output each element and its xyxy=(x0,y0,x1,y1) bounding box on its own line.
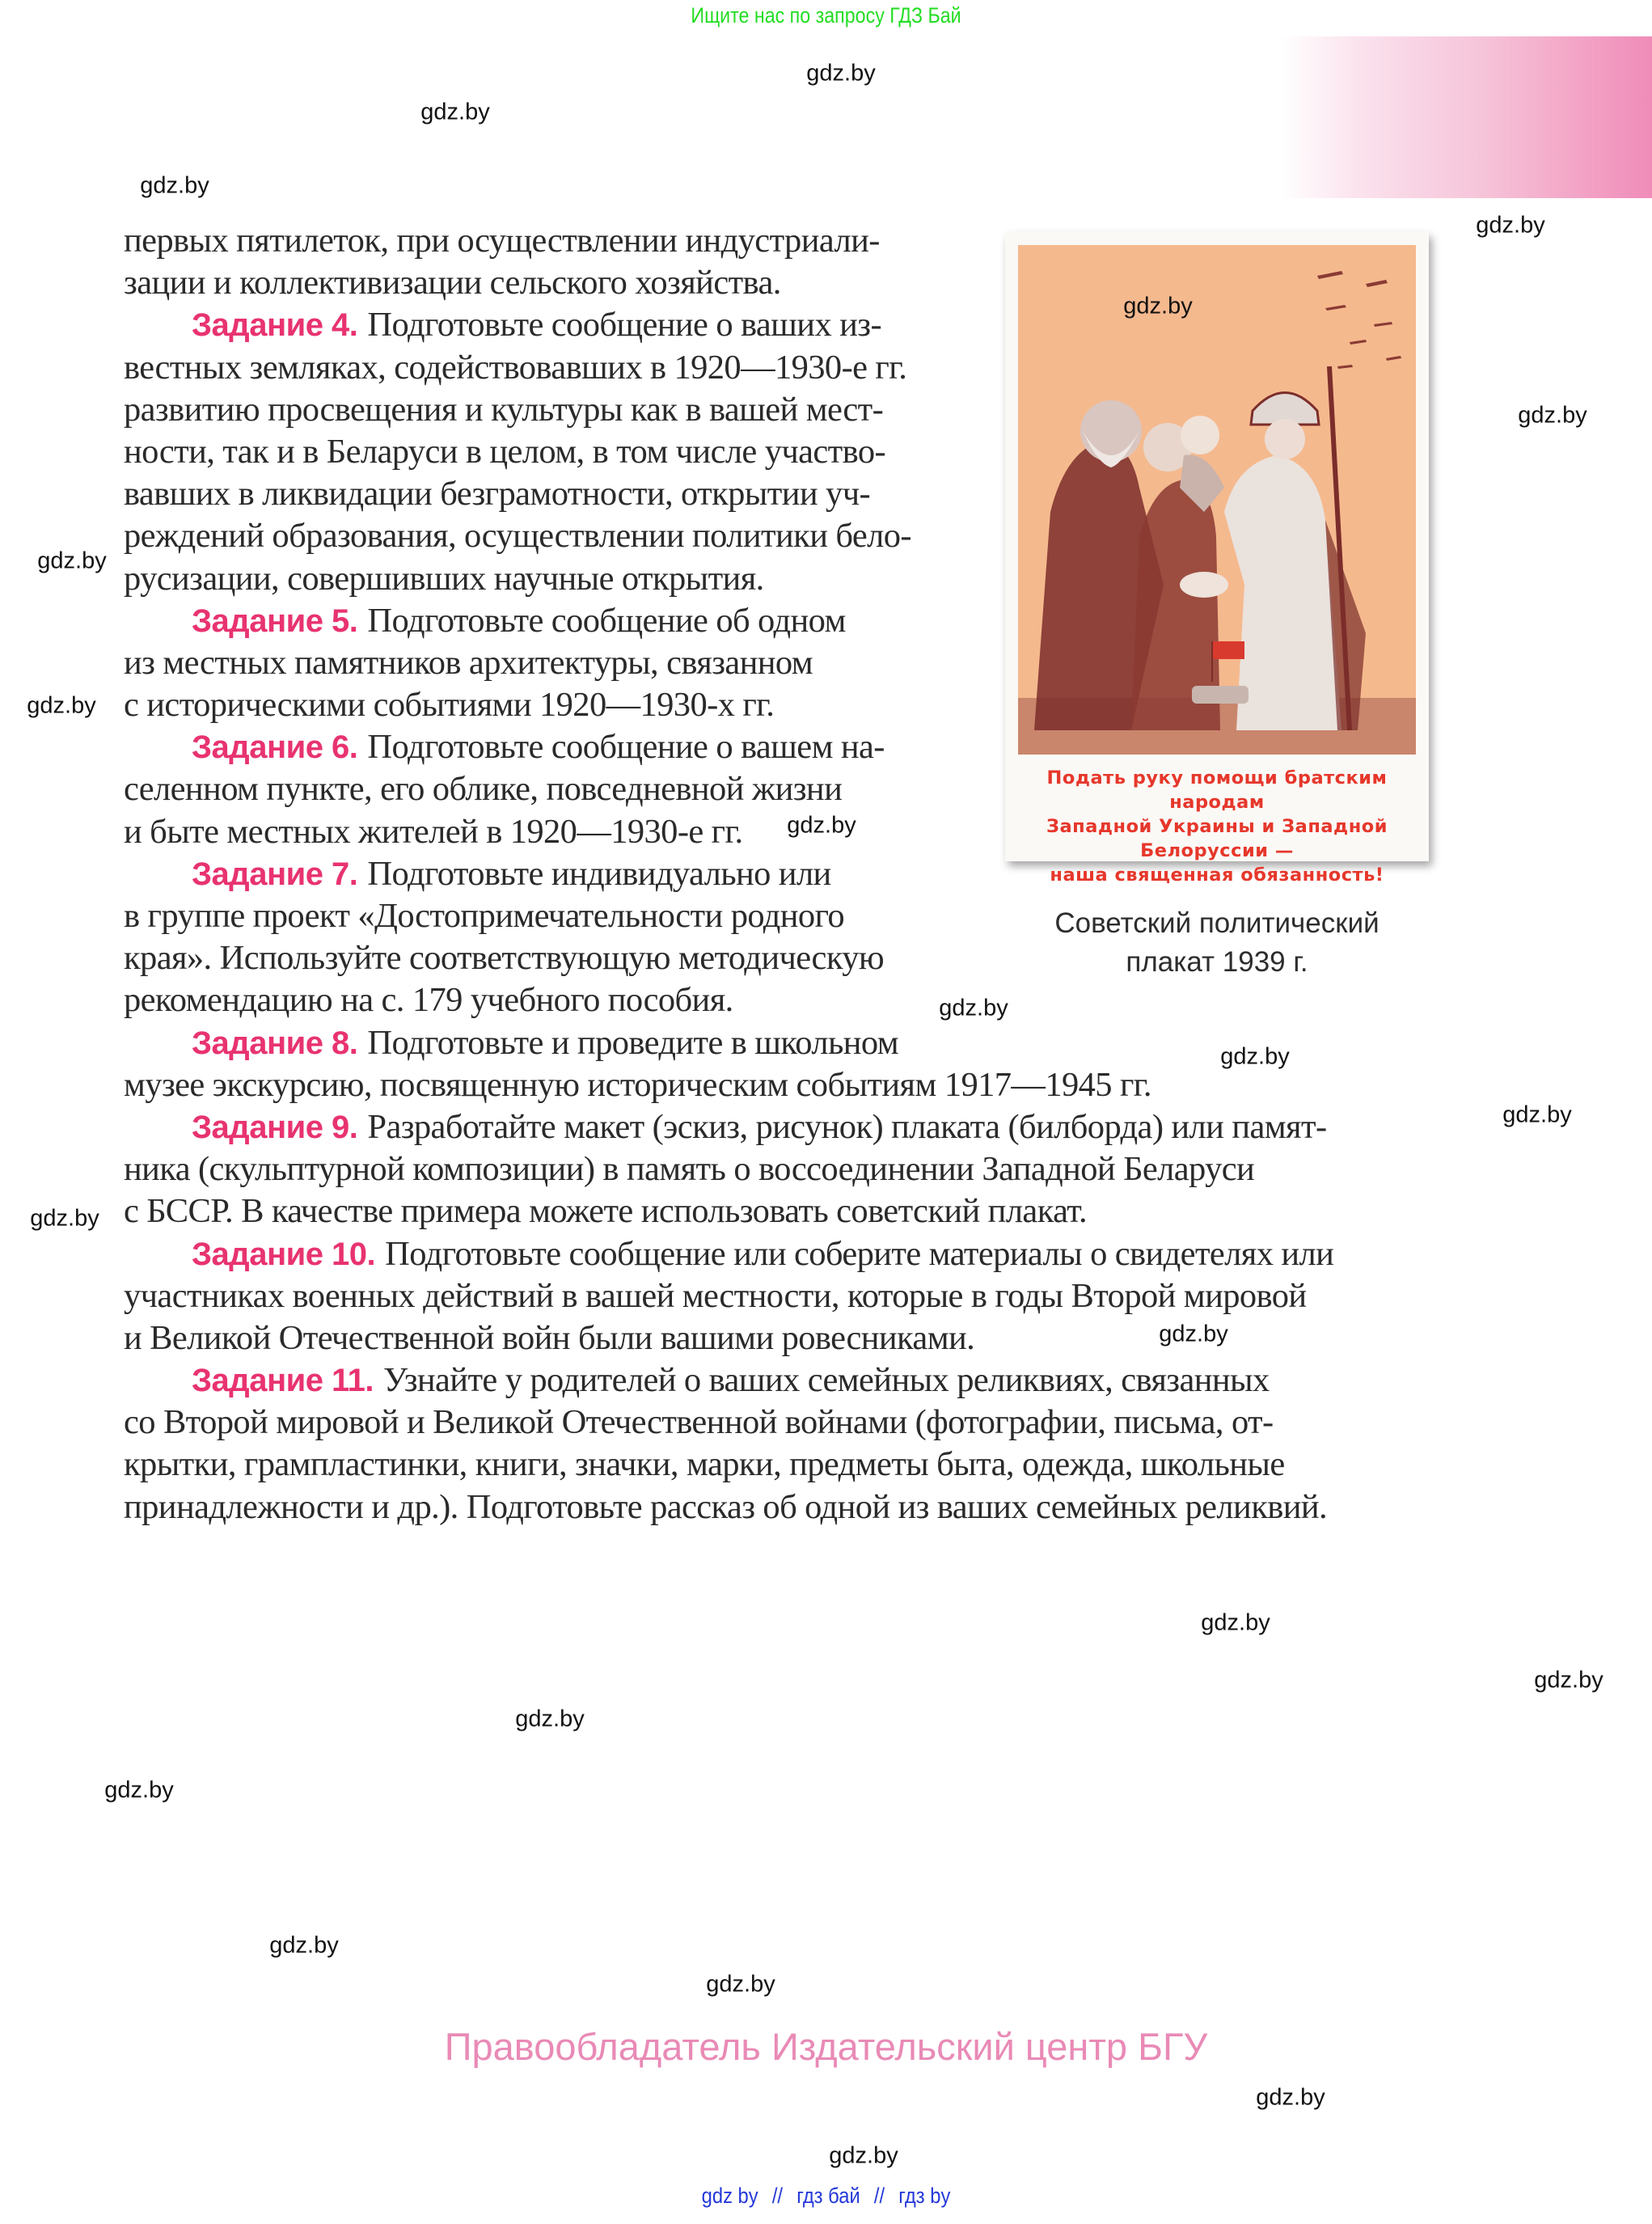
task-8: Задание 8. Подготовьте и проведите в школьном музее экскурсию, посвященную историческим событиям 1917—1945 гг. xyxy=(124,1023,1151,1104)
poster-figures-icon xyxy=(1018,245,1416,755)
watermark: gdz.by xyxy=(939,995,1008,1021)
task-label: Задание 5. xyxy=(192,603,358,639)
poster-illustration xyxy=(1018,245,1416,755)
task-label: Задание 6. xyxy=(192,729,358,766)
watermark: gdz.by xyxy=(1159,1321,1228,1347)
copyright-notice: Правообладатель Издательский центр БГУ xyxy=(444,2025,1208,2068)
watermark: gdz.by xyxy=(37,548,107,574)
task-label: Задание 11. xyxy=(192,1363,374,1399)
poster-slogan: Подать руку помощи братским народам Западной Украины и Западной Белоруссии — наша священная обязанность! xyxy=(1046,767,1388,886)
watermark: gdz.by xyxy=(1256,2084,1325,2111)
task-label: Задание 4. xyxy=(192,307,358,344)
task-9: Задание 9. Разработайте макет (эскиз, рисунок) плаката (билборда) или памят- ника (скульптурной композиции) в память о воссоединении Западной Беларуси с БССР. В качестве примера можете использовать советский плакат. xyxy=(124,1107,1327,1231)
watermark: gdz.by xyxy=(420,99,490,125)
watermark: gdz.by xyxy=(787,812,856,839)
watermark: gdz.by xyxy=(1518,402,1587,429)
watermark: gdz.by xyxy=(706,1971,775,1998)
watermark: gdz.by xyxy=(140,172,209,199)
watermark: gdz.by xyxy=(269,1932,339,1959)
watermark: gdz.by xyxy=(27,692,96,719)
task-label: Задание 8. xyxy=(192,1025,358,1061)
footer-separator: // xyxy=(771,2184,784,2208)
watermark: gdz.by xyxy=(30,1205,99,1232)
search-banner: Ищите нас по запросу ГДЗ Бай xyxy=(691,3,961,27)
task-11: Задание 11. Узнайте у родителей о ваших семейных реликвиях, связанных со Второй мировой и Великой Отечественной войнами (фотографии, письма, от- крытки, грампластинки, книги, значки, марки, предметы быта, одежда, школьные принадлежности и др.). Подготовьте рассказ об одной из ваших семейных реликвий. xyxy=(124,1361,1328,1526)
watermark: gdz.by xyxy=(1476,212,1545,239)
text-line: первых пятилеток, при осуществлении индустриали- xyxy=(124,222,880,260)
footer-link-gdz-bai[interactable]: гдз бай xyxy=(796,2184,860,2208)
task-6: Задание 6. Подготовьте сообщение о вашем на- селенном пункте, его облике, повседневной жизни и быте местных жителей в 1920—1930-е гг. xyxy=(124,728,885,851)
watermark: gdz.by xyxy=(806,60,876,87)
task-10: Задание 10. Подготовьте сообщение или соберите материалы о свидетелях или участниках военных действий в вашей местности, которые в годы Второй мировой и Великой Отечественной войн были вашими ровесниками. xyxy=(124,1234,1334,1357)
watermark: gdz.by xyxy=(1534,1667,1603,1693)
task-label: Задание 9. xyxy=(192,1109,358,1145)
figure-caption: Советский политический плакат 1939 г. xyxy=(1054,907,1379,978)
footer-link-gdz-by-cyr[interactable]: гдз by xyxy=(898,2184,951,2208)
pink-gradient-tab xyxy=(1282,36,1652,198)
task-7: Задание 7. Подготовьте индивидуально или в группе проект «Достопримечательности родного края». Используйте соответствующую методическую рекомендацию на с. 179 учебного пособия. xyxy=(124,854,885,1020)
watermark: gdz.by xyxy=(1123,293,1193,319)
watermark: gdz.by xyxy=(1220,1043,1290,1070)
watermark: gdz.by xyxy=(829,2142,898,2169)
watermark: gdz.by xyxy=(104,1777,174,1803)
task-4: Задание 4. Подготовьте сообщение о ваших из- вестных земляках, содействовавших в 1920—1930-е гг. развитию просвещения и культуры как в вашей мест- ности, так и в Беларуси в целом, в том числе участво- вавших в ликвидации безграмотности, открытии уч- реждений образования, осуществлении политики бело- русизации, совершивших научные открытия. xyxy=(124,306,911,598)
watermark: gdz.by xyxy=(1201,1609,1270,1636)
watermark: gdz.by xyxy=(1502,1101,1572,1128)
watermark: gdz.by xyxy=(515,1706,585,1732)
footer-links xyxy=(99,2184,1553,2209)
footer-separator: // xyxy=(873,2184,885,2208)
task-label: Задание 7. xyxy=(192,856,358,892)
text-line: зации и коллективизации сельского хозяйства. xyxy=(124,264,781,302)
task-label: Задание 10. xyxy=(192,1236,376,1272)
footer-link-gdz-by[interactable]: gdz by xyxy=(701,2184,758,2208)
task-5: Задание 5. Подготовьте сообщение об одном из местных памятников архитектуры, связанном с историческими событиями 1920—1930-х гг. xyxy=(124,601,846,725)
soviet-poster-image xyxy=(1005,232,1429,886)
